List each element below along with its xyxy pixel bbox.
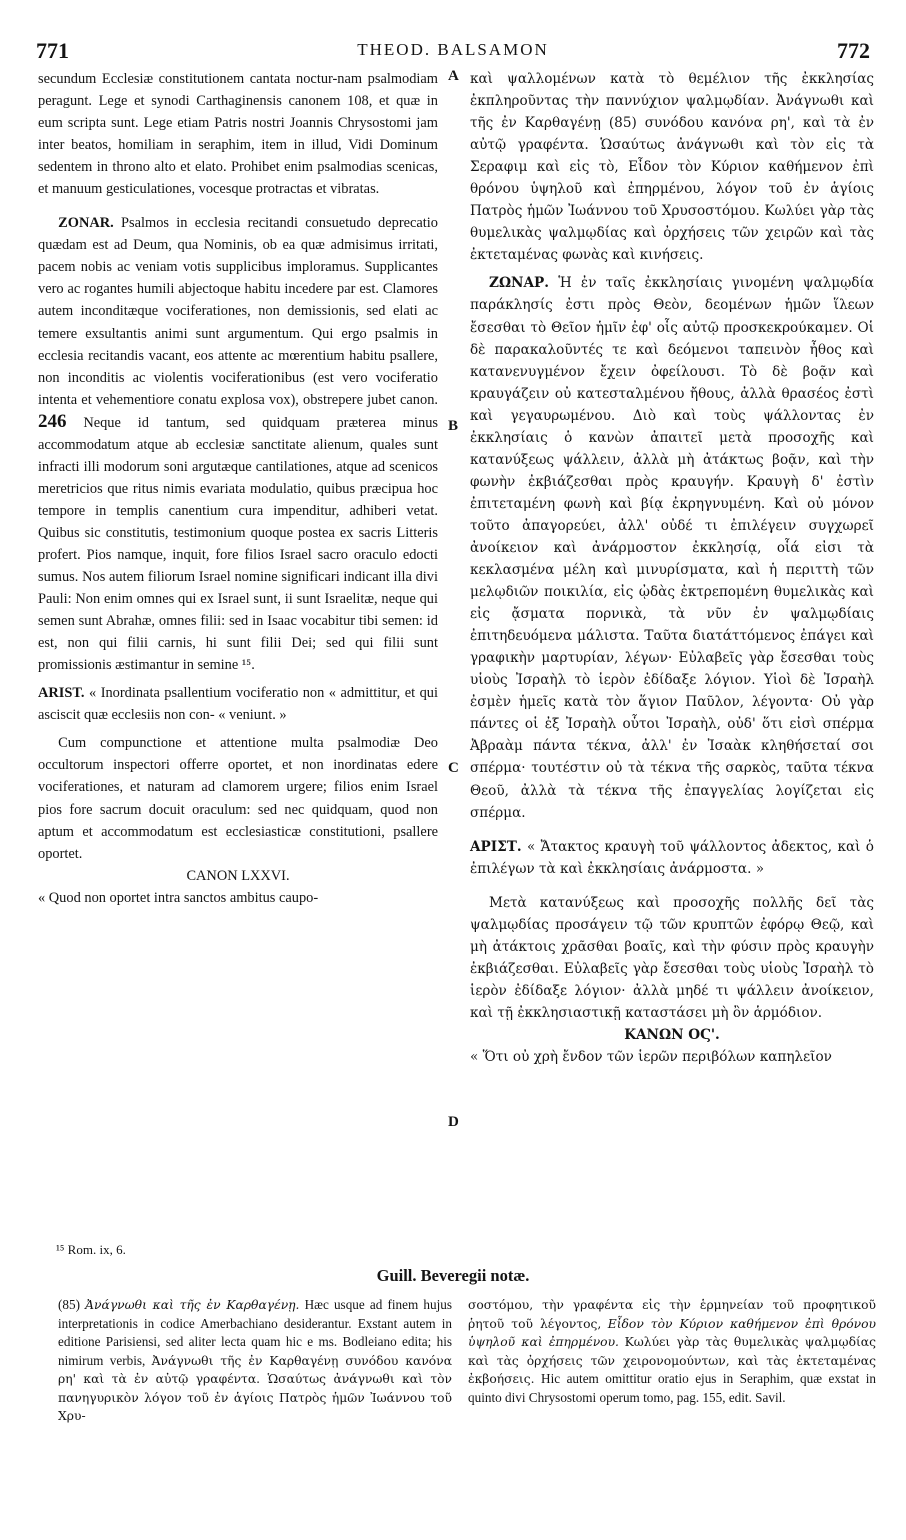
latin-aristenus-label: ARIST. [38,685,85,702]
note-lemma: Ἀνάγνωθι καὶ τῆς ἐν Καρθαγένῃ. [85,1298,300,1312]
greek-zonaras-commentary [470,272,874,823]
note-number: (85) [58,1297,80,1312]
greek-opening: καὶ ψαλλομένων κατὰ τὸ θεμέλιον τῆς ἐκκλησίας ἐκπληροῦντας τὴν παννύχιον ψαλμῳδίαν. Ἀνάγνωθι καὶ τῆς ἐν Καρθαγένῃ (85) συνόδου κανόνα ρη', καὶ τὰ ἐν αὐτῷ γραφέντα. Ὡσαύτως ἀνάγνωθι καὶ τὸν εἰς τὰ Σεραφιμ καὶ εἰς τὸ, Εἶδον τὸν Κύριον καθήμενον ἐπὶ θρόνου ὑψηλοῦ καὶ ἐπηρμένου, λόγον τοῦ ἐν ἁγίοις Πατρὸς ἡμῶν Ἰωάννου τοῦ Χρυσοστόμου. Κωλύει γὰρ τὰς θυμελικὰς ψαλμῳδίας καὶ ὀρχήσεις τῶν χειρῶν καὶ τὰς ἐκτεταμένας φωνὰς καὶ κινήσεις. [470,71,874,264]
margin-letter-a: A [448,68,459,84]
latin-opening: secundum Ecclesiæ constitutionem cantata noctur-nam psalmodiam peragunt. Lege et synodi Carthaginensis canonem 108, et quæ in eum scripta sunt. Lege etiam Patris nostri Joannis Chrysostomi jam inter beatos, homiliam in seraphim, item in illud, Vidi Dominum sedentem in throno alto et elato. Prohibet enim psalmodias scenicas, et manuum gesticulationes, vocesque protractas et vibratas. [38,71,438,198]
notes-left-column [58,1296,452,1426]
latin-comment: Cum compunctione et attentione multa psalmodiæ Deo occultorum inspectori offerre oportet, et non inordinatas edere vociferationes, et naturam ad clamorem urgere; filios enim Israel pios fore sacrum docuit oraculum: sed nec quidquam, quod non aptum et accommodatum est ecclesiasticæ constitutioni, psallere oportet. [38,735,438,862]
running-title: THEOD. BALSAMON [357,40,549,59]
latin-column [38,68,438,909]
latin-aristenus [38,682,438,726]
latin-zonaras-text-1: Psalmos in ecclesia recitandi consuetudo deprecatio quædam est ad Deum, qua Nominis, ob ea quæ admisimus irritati, pacem nobis ac veniam votis supplicibus imploramus. Supplicantes vero ac rogantes humili abjectoque habitu incedere par est. Clamores autem inconditæque vociferationes, non demissionis, sed elati ac temere exsultantis animi sunt argumentum. Qui ergo psalmis in ecclesia recitandis vacant, eos attente ac mœrentium habitu psallere, non inconditis ac violentis vociferationibus (est vero vociferatio intenta et vehementiore conatu explosa vox), obstrepere jubet canon. [38,215,438,408]
greek-aristenus-label: ΑΡΙΣΤ. [470,838,522,855]
greek-aristenus-text: « Ἄτακτος κραυγὴ τοῦ ψάλλοντος ἀδεκτος, καὶ ὁ ἐπιλέγων τὰ καὶ ἐκκλησίαις ἀνάρμοστα. » [470,838,874,877]
greek-zonaras-text: Ἡ ἐν ταῖς ἐκκλησίαις γινομένη ψαλμῳδία παράκλησίς ἐστι πρὸς Θεὸν, δεομένων ἡμῶν ἵλεων ἔσεσθαι τὸ Θεῖον ἡμῖν ἐφ' οἷς αὐτῷ προσκεκρούκαμεν. Οἱ δὲ παρακαλοῦντές τε καὶ δεόμενοι ταπεινὸν ἦθος καὶ κατανενυγμένον ἔχειν ὀφείλουσι. Τὸ δὲ βοᾷν καὶ κραυγάζειν οὐ κατεσταλμένου ἤθους, ἀλλὰ θρασέος ἐστὶ καὶ γεγαυρωμένου. Διὸ καὶ τοὺς ψάλλοντας ἐν ἐκκλησίαις ὁ κανὼν ἀπαιτεῖ μετὰ προσοχῆς καὶ κατανύξεως ψάλλειν, ἀλλὰ μὴ ἀτάκτως βοᾷν, καὶ τὴν φωνὴν ἐκβιάζεσθαι πρὸς κραυγήν. Κραυγὴ δ' ἐστὶν ἐπιτεταμένη φωνὴ καὶ βίᾳ ἐκρηγνυμένη. Καὶ οὐ μόνον τοῦτο ἀπαγορεύει, ἀλλ' οὐδέ τι ἐπιλέγειν συγχωρεῖ ἀνοίκειον καὶ ἀνάρμοστον ἐκκλησίᾳ, οἷά εἰσι τὰ κεκλασμένα μέλη καὶ μινυρίσματα, καὶ ἡ περιττὴ τῶν μελῳδιῶν ποικιλία, εἰς ᾠδὰς ἐκτρεπομένη θυμελικὰς καὶ εἰς ᾄσματα πορνικὰ, τὰ νῦν ἐν ψαλμῳδίαις ἐπιτηδευόμενα μάλιστα. Ταῦτα διατάττόμενος ἐπάγει καὶ γραφικὴν μαρτυρίαν, λέγων· Εὐλαβεῖς γὰρ ἔσεσθαι τοὺς υἱοὺς Ἰσραὴλ τὸ ἱερὸν ἐδίδαξε λόγιον. Υἱοὶ δὲ Ἰσραὴλ ἐσμὲν ἡμεῖς κατὰ τὸν ἅγιον Παῦλον, λέγοντα· Οὐ γὰρ πάντες οἱ ἐξ Ἰσραὴλ οὗτοι Ἰσραὴλ, οὐδ' ὅτι εἰσὶ σπέρμα Ἀβραὰμ πάντα τέκνα, ἀλλ' ἐν Ἰσαὰκ κληθήσεταί σοι σπέρμα· τουτέστιν οὐ τὰ τέκνα τῆς σαρκὸς, ταῦτα τέκνα Θεοῦ, ἀλλὰ τὰ τέκνα τῆς ἐπαγγελίας λογίζεται εἰς σπέρμα. [470,275,874,821]
note-text-2: Hic autem omittitur oratio ejus in Seraphim, quæ exstat in quinto divi Chrysostomi operum tomo, pag. 155, edit. Savil. [468,1371,876,1405]
latin-zonaras-commentary [38,212,438,676]
note-text-1: Hæc usque ad finem hujus interpretationis in codice Amerbachiano desiderantur. Exstant autem in editione Parisiensi, sed aliter lecta quam hic e ms. Bodleiano edita; his nimirum verbis, [58,1297,453,1368]
greek-canon-text: « Ὅτι οὐ χρὴ ἔνδον τῶν ἱερῶν περιβόλων καπηλεῖον [470,1049,832,1066]
page-number-left: 771 [36,38,69,63]
margin-letter-b: B [448,418,459,434]
margin-letter-d: D [448,1114,459,1130]
note-85 [58,1296,452,1426]
notes-title: Guill. Beveregii notæ. [376,1266,530,1285]
greek-canon-heading: ΚΑΝΩΝ ΟϚ'. [624,1026,720,1043]
latin-canon-heading: CANON LXXVI. [186,867,290,884]
latin-canon-text: « Quod non oportet intra sanctos ambitus caupo- [38,889,319,906]
note-greek-1: Ἀνάγνωθι τῆς ἐν Καρθαγένῃ συνόδου κανόνα ρη' καὶ τὰ ἐν αὐτῷ γραφέντα. Ὡσαύτως ἀνάγνωθι καὶ τὸν πανηγυρικὸν λόγον τοῦ ἐν ἁγίοις Πατρὸς ἡμῶν Ἰωάννου τοῦ Χρυ- [58,1353,452,1423]
greek-comment: Μετὰ κατανύξεως καὶ προσοχῆς πολλῆς δεῖ τὰς ψαλμῳδίας προσάγειν τῷ τῶν κρυπτῶν ἐφόρῳ Θεῷ, καὶ μὴ ἀτάκτοις χρᾶσθαι βοαῖς, καὶ τὴν φύσιν πρὸς κραυγὴν ἐκβιάζεσθαι. Εὐλαβεῖς γὰρ ἔσεσθαι τοὺς υἱοὺς Ἰσραὴλ τὸ ἱερὸν ἐδίδαξε λόγιον· ἀλλὰ μηδέ τι ψάλλειν ἀνοίκειον, καὶ τῇ ἐκκλησιαστικῇ καταστάσει μὴ ὂν ἁρμόδιον. [470,894,874,1021]
page-number-right: 772 [837,38,870,63]
running-head [30,32,876,66]
note-greek-3: Κωλύει γὰρ τὰς θυμελικὰς ψαλμῳδίας καὶ τὰς ὀρχήσεις τῶν χειρονομούντων, καὶ τὰς ἐκτεταμένας ἐκβοήσεις. [468,1335,876,1386]
greek-aristenus [470,836,874,880]
greek-zonaras-label: ΖΩΝΑΡ. [489,275,549,292]
notes-right-column [468,1296,876,1407]
latin-zonaras-label: ZONAR. [58,215,114,232]
footnote: ¹⁵ Rom. ix, 6. [56,1242,126,1257]
note-greek-italic: Εἶδον τὸν Κύριον καθήμενον ἐπὶ θρόνου ὑψηλοῦ καὶ ἐπηρμένου. [468,1316,877,1349]
note-greek-2: σοστόμου, τὴν γραφέντα εἰς τὴν ἑρμηνείαν τοῦ προφητικοῦ ῥητοῦ τοῦ λέγοντος, [468,1298,876,1331]
latin-zonaras-text-2: Neque id tantum, sed quidquam præterea minus accommodatum atque ab ecclesiæ sanctitate alienum, quales sunt infracti illi modorum soni argutæque cantilationes, atque ad scenicos meretricios que ritus nimis evariata modulatio, quibus præcipua hoc tempore in templis canentium cura impenditur, adhiberi vetat. Quibus sic constitutis, testimonium quoque postea ex sacris Litteris profert. Pios namque, inquit, fore filios Israel sacro oraculo edocti sumus. Nos autem filiorum Israel nomine significari indicant illa divi Pauli: Non enim omnes qui ex Israel sunt, ii sunt Israelitæ, neque qui semen sunt Abrahæ, omnes filii: sed in Isaac vocabitur tibi semen: id est, non qui filii carnis, hi sunt filii Dei; sed qui filii sunt promissionis æstimantur in semine ¹⁵. [38,414,438,674]
margin-letter-c: C [448,760,459,776]
greek-column [470,68,874,1068]
note-85-continued [468,1296,876,1407]
column-number: 246 [38,410,67,432]
latin-aristenus-text: « Inordinata psallentium vociferatio non « admittitur, et qui asciscit quæ ecclesiis non con- « veniunt. » [38,685,438,724]
